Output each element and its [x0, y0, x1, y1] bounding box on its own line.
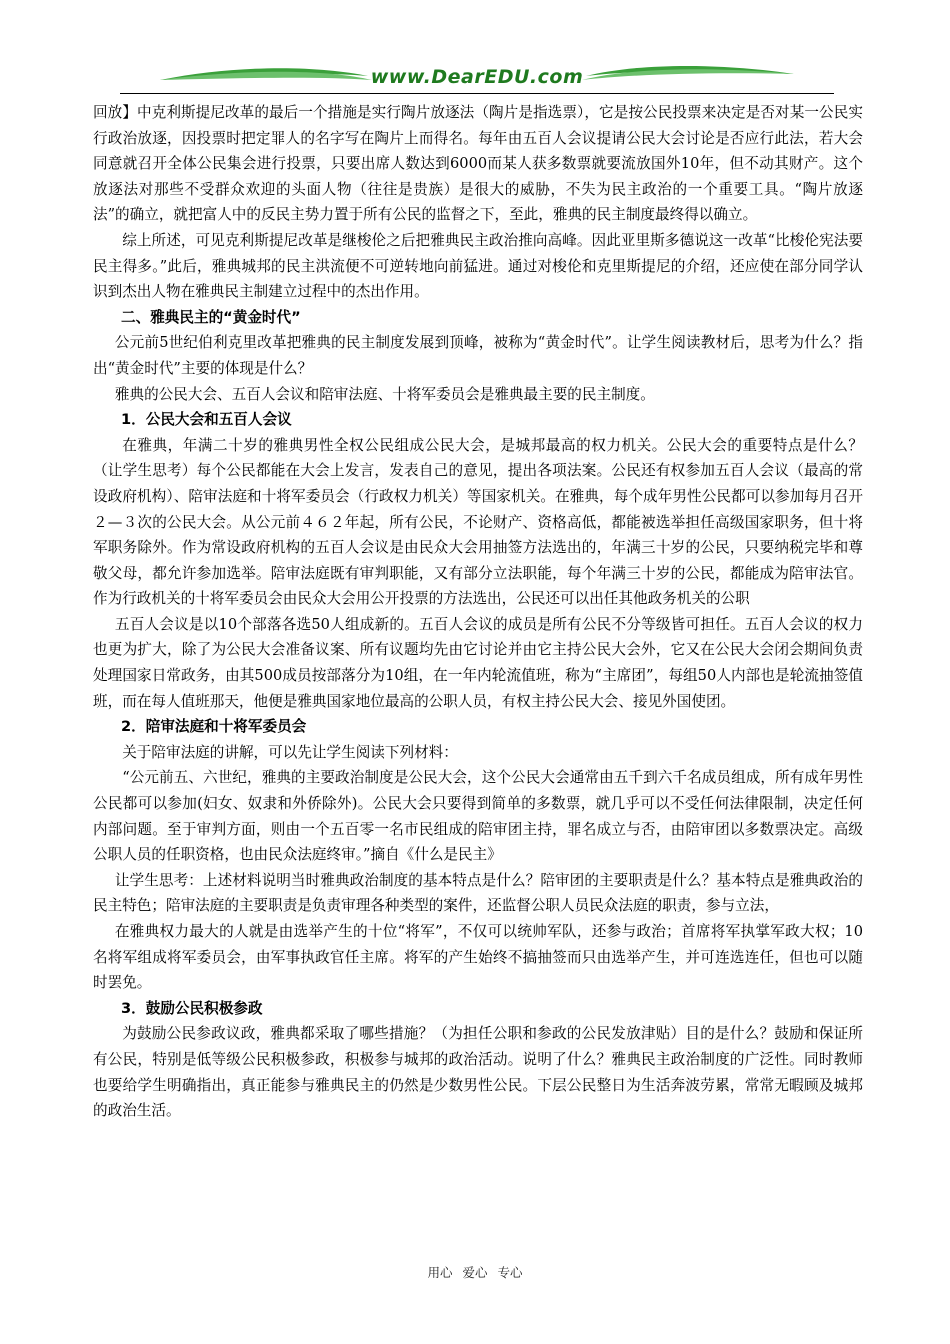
paragraph-assembly: 在雅典，年满二十岁的雅典男性全权公民组成公民大会，是城邦最高的权力机关。公民大会的重要特点是什么？（让学生思考）每个公民都能在大会上发言，发表自己的意见，提出各项法案。公民还有权参加五百人会议（最高的常设政府机构）、陪审法庭和十将军委员会（行政权力机关）等国家机关。在雅典，每个成年男性公民都可以参加每月召开２—３次的公民大会。从公元前４６２年起，所有公民，不论财产、资格高低，都能被选举担任高级国家职务，但十将军职务除外。作为常设政府机构的五百人会议是由民众大会用抽签方法选出的，年满三十岁的公民，只要纳税完毕和尊敬父母，都允许参加选举。陪审法庭既有审判职能，又有部分立法职能，每个年满三十岁的公民，都能成为陪审法官。作为行政机关的十将军委员会由民众大会用公开投票的方法选出，公民还可以出任其他政务机关的公职 [93, 436, 863, 608]
paragraph-pericles: 公元前5世纪伯利克里改革把雅典的民主制度发展到顶峰，被称为“黄金时代”。让学生阅读教材后，思考为什么？指出“黄金时代”主要的体现是什么？ [93, 334, 863, 377]
header-rule [120, 93, 834, 94]
page-footer: 用心 爱心 专心 [427, 1265, 523, 1280]
paragraph-ostracism: 回放】中克利斯提尼改革的最后一个措施是实行陶片放逐法（陶片是指选票），它是按公民投票来决定是否对某一公民实行政治放逐，因投票时把定罪人的名字写在陶片上而得名。每年由五百人会议提请公民大会讨论是否应行此法，若大会同意就召开全体公民集会进行投票，只要出席人数达到6000而某人获多数票就要流放国外10年，但不动其财产。这个放逐法对那些不受群众欢迎的头面人物（往往是贵族）是很大的威胁，不失为民主政治的一个重要工具。“陶片放逐法”的确立，就把富人中的反民主势力置于所有公民的监督之下，至此，雅典的民主制度最终得以确立。 [93, 104, 863, 224]
paragraph-summary: 综上所述，可见克利斯提尼改革是继梭伦之后把雅典民主政治推向高峰。因此亚里斯多德说这一改革“比梭伦宪法要民主得多。”此后，雅典城邦的民主洪流便不可逆转地向前猛进。通过对梭伦和克里斯提尼的介绍，还应使在部分同学认识到杰出人物在雅典民主制建立过程中的杰出作用。 [93, 231, 863, 301]
paragraph-courts-intro: 关于陪审法庭的讲解，可以先让学生阅读下列材料： [122, 743, 458, 761]
subheading-assembly: 1．公民大会和五百人会议 [121, 411, 292, 429]
paragraph-quote: “公元前五、六世纪，雅典的主要政治制度是公民大会，这个公民大会通常由五千到六千名成员组成，所有成年男性公民都可以参加(妇女、奴隶和外侨除外)。公民大会只要得到简单的多数票，就几乎可以不受任何法律限制，决定任何内部问题。至于审判方面，则由一个五百零一名市民组成的陪审团主持，罪名成立与否，由陪审团以多数票决定。高级公职人员的任职资格，也由民众法庭终审。”摘自《什么是民主》 [93, 769, 863, 864]
paragraph-council-500: 五百人会议是以10个部落各选50人组成新的。五百人会议的成员是所有公民不分等级皆可担任。五百人会议的权力也更为扩大，除了为公民大会准备议案、所有议题均先由它讨论并由它主持公民大会外，它又在公民大会闭会期间负责处理国家日常政务，由其500成员按部落分为10组，在一年内轮流值班，称为“主席团”，每组50人内部也是轮流抽签值班，而在每人值班那天，他便是雅典国家地位最高的公职人员，有权主持公民大会、接见外国使团。 [93, 615, 863, 710]
paragraph-participation: 为鼓励公民参政议政，雅典都采取了哪些措施？（为担任公职和参政的公民发放津贴）目的是什么？鼓励和保证所有公民，特别是低等级公民积极参政，积极参与城邦的政治活动。说明了什么？雅典民主政治制度的广泛性。同时教师也要给学生明确指出，真正能参与雅典民主的仍然是少数男性公民。下层公民整日为生活奔波劳累，常常无暇顾及城邦的政治生活。 [93, 1025, 863, 1120]
document-body [93, 100, 863, 1124]
site-header [120, 62, 834, 92]
paragraph-student-thinking: 让学生思考：上述材料说明当时雅典政治制度的基本特点是什么？陪审团的主要职责是什么？基本特点是雅典政治的民主特色；陪审法庭的主要职责是负责审理各种类型的案件，还监督公职人员民众法庭的职责，参与立法， [93, 871, 863, 915]
paragraph-generals: 在雅典权力最大的人就是由选举产生的十位“将军”，不仅可以统帅军队，还参与政治；首席将军执掌军政大权；10名将军组成将军委员会，由军事执政官任主席。将军的产生始终不搞抽签而只由选举产生，并可连选连任，但也可以随时罢免。 [93, 923, 863, 992]
site-logo-text[interactable]: www.DearEDU.com [370, 66, 584, 88]
subheading-participation: 3．鼓励公民积极参政 [121, 999, 263, 1017]
section-heading-golden-age: 二、雅典民主的“黄金时代” [121, 308, 301, 326]
subheading-courts-generals: 2．陪审法庭和十将军委员会 [121, 718, 307, 736]
paragraph-main-institutions: 雅典的公民大会、五百人会议和陪审法庭、十将军委员会是雅典最主要的民主制度。 [114, 385, 655, 403]
